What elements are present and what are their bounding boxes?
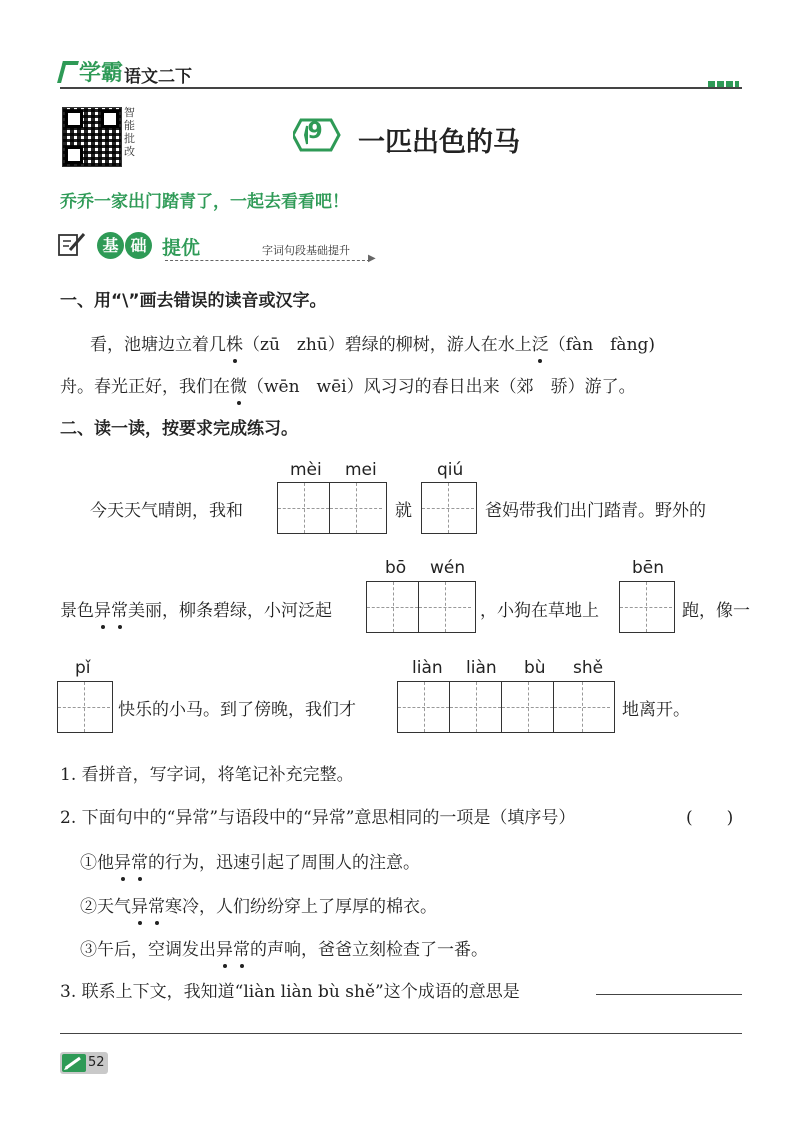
question-2-heading: 二、读一读，按要求完成练习。 xyxy=(60,419,298,439)
pinyin-label: mèi xyxy=(290,460,322,480)
question-2-item-2: 2. 下面句中的“异常”与语段中的“异常”意思相同的一项是（填序号） xyxy=(60,808,576,828)
pinyin-label: liàn xyxy=(466,658,497,678)
passage-text: 景色异常美丽，柳条碧绿，小河泛起 xyxy=(60,601,332,621)
writing-grid[interactable] xyxy=(366,581,476,633)
passage-text: 就 xyxy=(395,501,412,521)
question-2-item-3: 3. 联系上下文，我知道“liàn liàn bù shě”这个成语的意思是 xyxy=(60,982,520,1002)
notebook-pencil-icon xyxy=(58,232,86,256)
pinyin-choice[interactable]: （zū zhū）碧绿的柳树，游人在水上 xyxy=(243,335,532,355)
option-2: ②天气异常寒冷，人们纷纷穿上了厚厚的棉衣。 xyxy=(80,897,437,917)
writing-grid[interactable] xyxy=(619,581,675,633)
lesson-number: 9 xyxy=(307,119,323,144)
emphasis-char: 常 xyxy=(233,940,250,960)
pencil-icon xyxy=(62,1054,86,1072)
section-subtitle: 字词句段基础提升 xyxy=(262,244,350,257)
question-1-line-1: 看，池塘边立着几株（zū zhū）碧绿的柳树，游人在水上泛（fàn fàng) xyxy=(90,335,656,355)
pinyin-label: liàn xyxy=(412,658,443,678)
emphasis-char: 异 xyxy=(114,853,131,873)
section-title: 提优 xyxy=(162,237,201,259)
qr-caption: 智能批改 xyxy=(124,106,135,158)
passage-text: ，小狗在草地上 xyxy=(480,601,599,621)
pinyin-choice[interactable]: （fàn fàng) xyxy=(548,335,656,355)
option-3: ③午后，空调发出异常的声响，爸爸立刻检查了一番。 xyxy=(80,940,488,960)
pinyin-label: qiú xyxy=(437,460,464,480)
question-1-line-2: 舟。春光正好，我们在微（wēn wēi）风习习的春日出来（郊 骄）游了。 xyxy=(60,377,636,397)
writing-grid[interactable] xyxy=(57,681,113,733)
writing-grid[interactable] xyxy=(421,482,477,534)
passage-text: 今天天气晴朗，我和 xyxy=(90,501,243,521)
pinyin-label: bō xyxy=(385,558,407,578)
option-1: ①他异常的行为，迅速引起了周围人的注意。 xyxy=(80,853,420,873)
answer-paren[interactable]: ( ) xyxy=(686,808,734,828)
answer-line-2[interactable] xyxy=(60,1033,742,1034)
passage-text: 爸妈带我们出门踏青。野外的 xyxy=(485,501,706,521)
emphasis-char: 常 xyxy=(111,601,128,621)
grade-label: 语文二下 xyxy=(124,67,192,87)
pinyin-choice[interactable]: （wēn wēi）风习习的春日出来（郊 骄）游了。 xyxy=(247,377,636,397)
header-divider xyxy=(60,87,742,89)
writing-grid[interactable] xyxy=(397,681,615,733)
pinyin-label: wén xyxy=(430,558,466,578)
section-badge: 基 础 xyxy=(97,232,153,259)
emphasis-char: 常 xyxy=(148,897,165,917)
passage-text: 跑，像一 xyxy=(682,601,750,621)
writing-grid[interactable] xyxy=(277,482,387,534)
page-number: 52 xyxy=(88,1055,105,1070)
emphasis-char: 微 xyxy=(230,377,247,397)
question-2-item-1: 1. 看拼音，写字词，将笔记补充完整。 xyxy=(60,765,354,785)
emphasis-char: 泛 xyxy=(531,335,549,355)
intro-text: 乔乔一家出门踏青了，一起去看看吧！ xyxy=(60,192,349,212)
passage-text: 快乐的小马。到了傍晚，我们才 xyxy=(118,700,356,720)
emphasis-char: 异 xyxy=(216,940,233,960)
pinyin-label: bù xyxy=(524,658,546,678)
pinyin-label: mei xyxy=(345,460,377,480)
emphasis-char: 常 xyxy=(131,853,148,873)
arrow-right-icon: ▶ xyxy=(368,253,376,264)
emphasis-char: 异 xyxy=(131,897,148,917)
pinyin-label: bēn xyxy=(632,558,665,578)
brand-logo: 学霸 xyxy=(60,56,123,87)
emphasis-char: 株 xyxy=(226,335,243,355)
header-decoration xyxy=(708,73,741,92)
lesson-title: 一匹出色的马 xyxy=(358,127,520,158)
emphasis-char: 异 xyxy=(94,601,111,621)
passage-text: 地离开。 xyxy=(622,700,690,720)
qr-code[interactable] xyxy=(62,107,122,167)
section-divider xyxy=(165,260,370,261)
pinyin-label: pǐ xyxy=(75,658,91,678)
pinyin-label: shě xyxy=(573,658,604,678)
answer-line[interactable] xyxy=(596,994,742,995)
question-1-heading: 一、用“\”画去错误的读音或汉字。 xyxy=(60,291,327,311)
